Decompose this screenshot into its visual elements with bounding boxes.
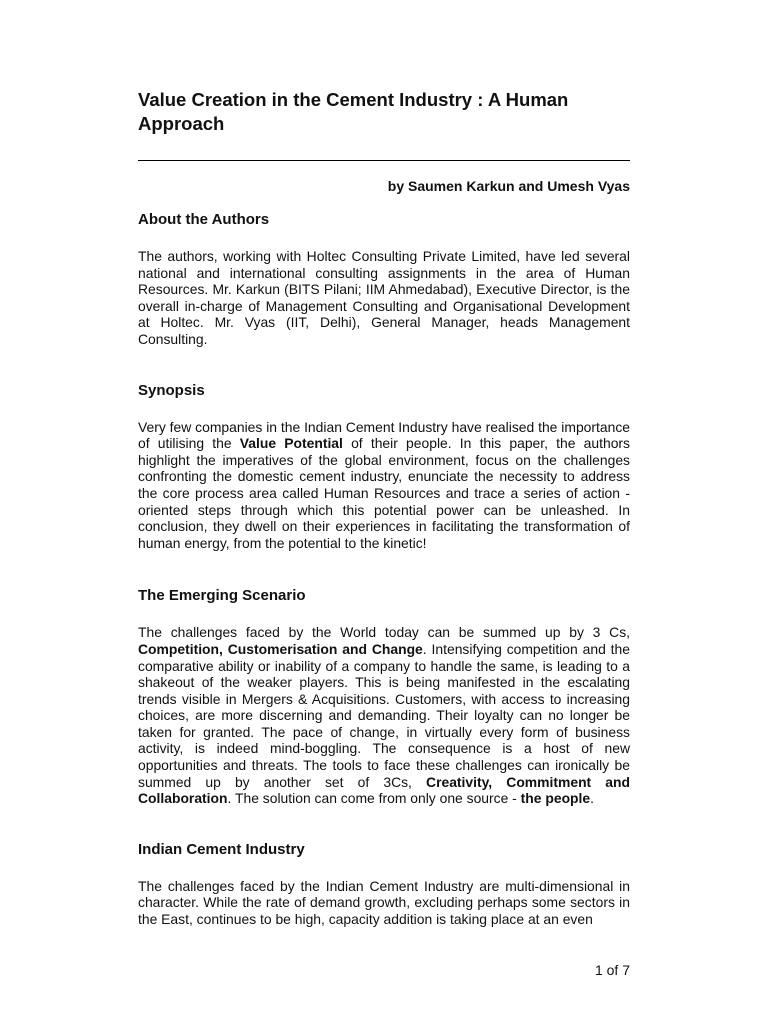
- author-byline: by Saumen Karkun and Umesh Vyas: [387, 178, 630, 194]
- emerging-bold-three-cs: Competition, Customerisation and Change: [138, 640, 423, 657]
- page-number: 1 of 7: [594, 962, 630, 978]
- paragraph-indian-cement-industry: The challenges faced by the Indian Cement Industry are multi-dimensional in character. While the rate of demand growth, excluding perhaps some sectors in the East, continues to be high, capacity addition is taking place at an even: [138, 877, 630, 928]
- emerging-bold-second-three-cs: Creativity, Commitment and Collaboration: [138, 773, 630, 807]
- emerging-text-1: The challenges faced by the World today can be summed up by 3 Cs,: [138, 624, 630, 641]
- synopsis-text-1: Very few companies in the Indian Cement Industry have realised the importance of utilising the: [138, 418, 630, 452]
- document-title: Value Creation in the Cement Industry : A Human Approach: [138, 89, 569, 134]
- synopsis-bold-value-potential: Value Potential: [239, 435, 343, 452]
- emerging-text-4: .: [590, 790, 594, 807]
- emerging-bold-the-people: the people: [520, 790, 591, 807]
- paragraph-emerging-scenario: [138, 624, 630, 807]
- emerging-text-2: . Intensifying competition and the comparative ability or inability of a company to handle the same, is leading to a shakeout of the weaker players. This is being manifested in the escalating trends visible in Mergers & Acquisitions. Customers, with access to increasing choices, are more discerning and demanding. Their loyalty can no longer be taken for granted. The pace of change, in virtually every form of business activity, is indeed mind-boggling. The consequence is a host of new opportunities and threats. The tools to face these challenges can ironically be summed up by another set of 3Cs,: [138, 640, 630, 790]
- heading-emerging-scenario: The Emerging Scenario: [138, 587, 306, 605]
- title-divider: [138, 160, 630, 161]
- heading-synopsis: Synopsis: [138, 381, 205, 399]
- paragraph-synopsis: [138, 419, 630, 552]
- paragraph-about-the-authors: The authors, working with Holtec Consulting Private Limited, have led several national and international consulting assignments in the area of Human Resources. Mr. Karkun (BITS Pilani; IIM Ahmedabad), Executive Director, is the overall in-charge of Management Consulting and Organisational Development at Holtec. Mr. Vyas (IIT, Delhi), General Manager, heads Management Consulting.: [138, 248, 630, 347]
- heading-about-the-authors: About the Authors: [138, 211, 270, 228]
- emerging-text-3: . The solution can come from only one source -: [227, 790, 521, 807]
- synopsis-text-2: of their people. In this paper, the authors highlight the imperatives of the global environment, focus on the challenges confronting the domestic cement industry, enunciate the necessity to address the core process area called Human Resources and trace a series of action - oriented steps through which this potential power can be unleashed. In conclusion, they dwell on their experiences in facilitating the transformation of human energy, from the potential to the kinetic!: [138, 435, 630, 551]
- heading-indian-cement-industry: Indian Cement Industry: [138, 840, 305, 858]
- document-page: [138, 84, 630, 928]
